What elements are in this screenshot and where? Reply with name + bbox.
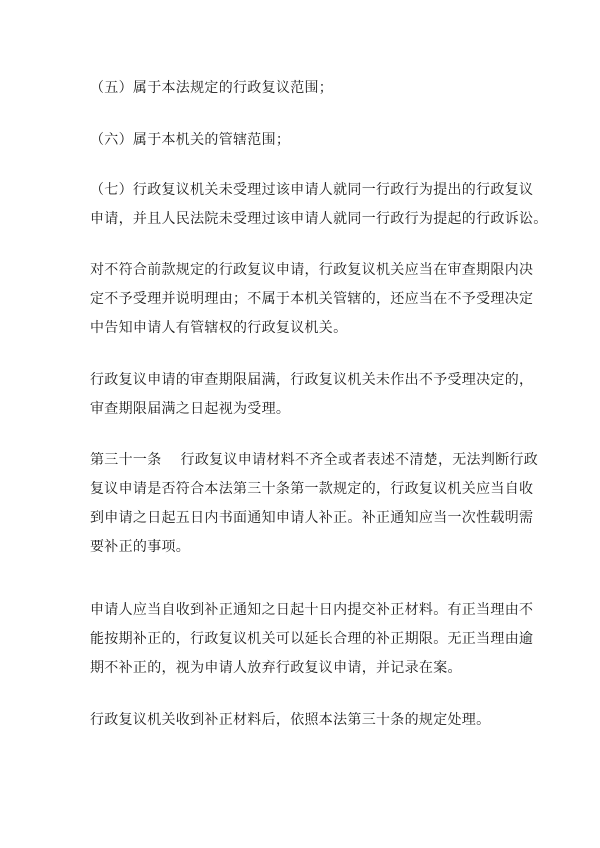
text-line: 审查期限届满之日起视为受理。 xyxy=(90,401,291,417)
text-line: 到申请之日起五日内书面通知申请人补正。补正通知应当一次性载明需 xyxy=(90,510,534,526)
text-line: 第三十一条 行政复议申请材料不齐全或者表述不清楚，无法判断行政 xyxy=(90,452,539,468)
text-line: 行政复议机关收到补正材料后，依照本法第三十条的规定处理。 xyxy=(90,712,491,728)
text-line: 能按期补正的，行政复议机关可以延长合理的补正期限。无正当理由逾 xyxy=(90,631,534,647)
text-line: 对不符合前款规定的行政复议申请，行政复议机关应当在审查期限内决 xyxy=(90,262,534,278)
text-line: 申请人应当自收到补正通知之日起十日内提交补正材料。有正当理由不 xyxy=(90,602,534,618)
paragraph-rejection xyxy=(90,256,534,343)
paragraph-item-7 xyxy=(90,176,548,234)
paragraph-after-supplement xyxy=(90,706,530,735)
paragraph-article-31 xyxy=(90,446,539,562)
text-line: 行政复议申请的审查期限届满，行政复议机关未作出不予受理决定的， xyxy=(90,372,534,388)
text-line: （五）属于本法规定的行政复议范围； xyxy=(90,80,334,96)
text-line: （七）行政复议机关未受理过该申请人就同一行政行为提出的行政复议 xyxy=(90,182,534,198)
paragraph-review-period xyxy=(90,366,534,424)
text-line: 申请，并且人民法院未受理过该申请人就同一行政行为提起的行政诉讼。 xyxy=(90,211,548,227)
text-line: 期不补正的，视为申请人放弃行政复议申请，并记录在案。 xyxy=(90,660,462,676)
text-line: 中告知申请人有管辖权的行政复议机关。 xyxy=(90,320,348,336)
paragraph-supplement xyxy=(90,596,534,683)
paragraph-item-5 xyxy=(90,74,530,103)
text-line: （六）属于本机关的管辖范围； xyxy=(90,132,291,148)
paragraph-item-6 xyxy=(90,126,530,155)
text-line: 要补正的事项。 xyxy=(90,539,191,555)
text-line: 定不予受理并说明理由；不属于本机关管辖的，还应当在不予受理决定 xyxy=(90,291,534,307)
text-line: 复议申请是否符合本法第三十条第一款规定的，行政复议机关应当自收 xyxy=(90,481,534,497)
